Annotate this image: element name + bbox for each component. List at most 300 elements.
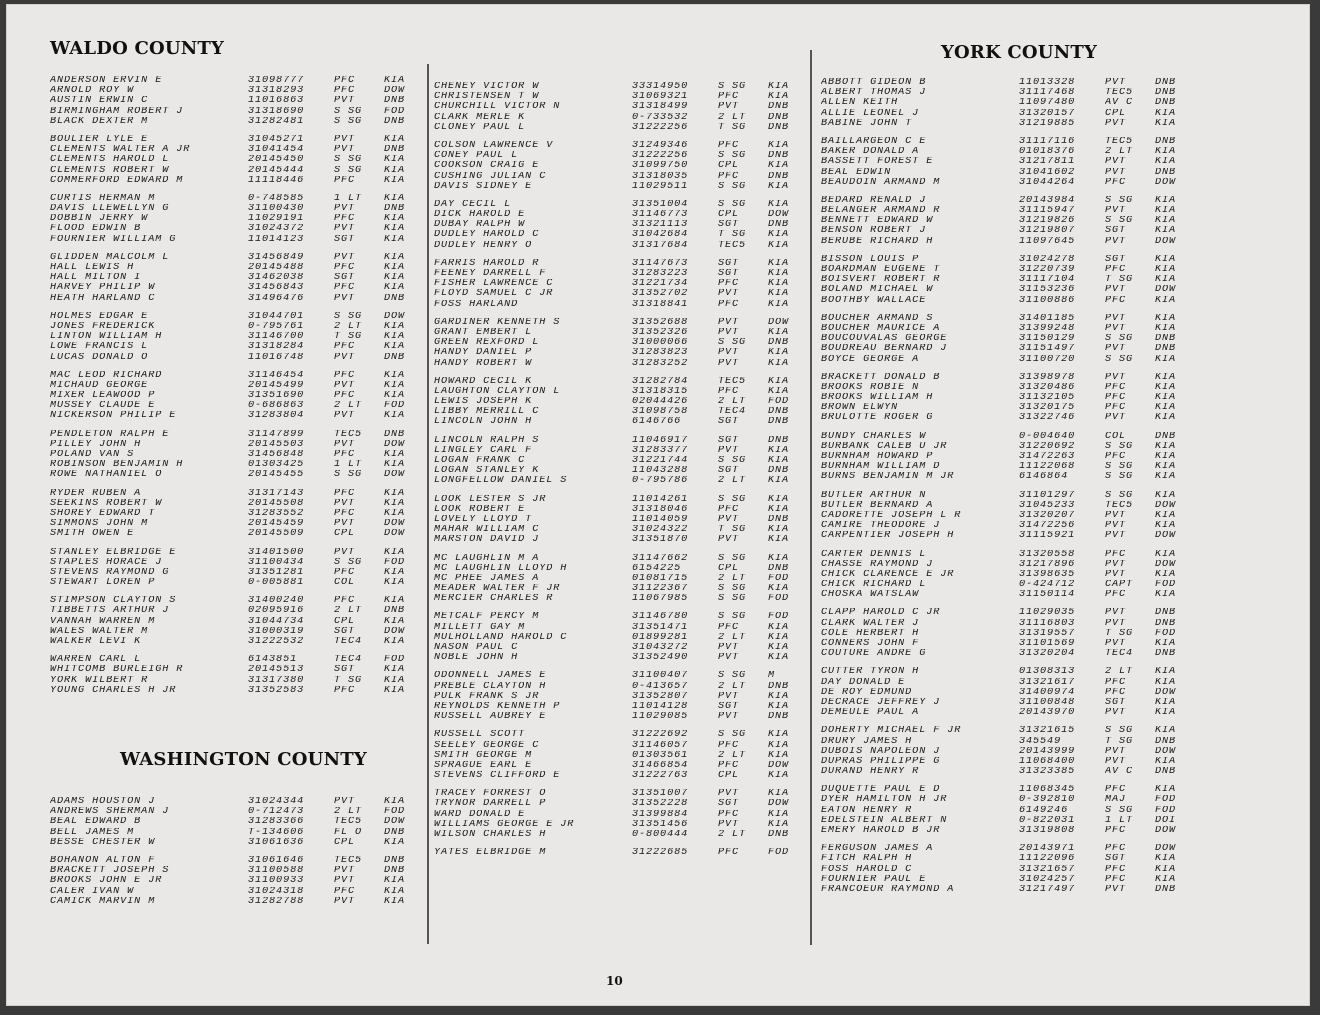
roster-group [821, 726, 1195, 777]
roster-group [821, 373, 1195, 424]
status-cell: KIA [768, 789, 790, 800]
rank-cell: PVT [1105, 608, 1127, 619]
serial-cell: 31044701 [248, 311, 305, 322]
name-cell: DECRACE JEFFREY J [821, 697, 941, 708]
status-cell: KIA [384, 321, 406, 332]
rank-cell: PVT [1105, 559, 1127, 570]
rank-cell: T SG [718, 525, 747, 536]
name-cell: BEAL EDWARD B [50, 817, 142, 828]
roster-row [434, 505, 808, 515]
status-cell: KIA [384, 380, 406, 391]
roster-row [821, 88, 1195, 98]
serial-cell: 31472256 [1019, 521, 1076, 532]
rank-cell: 1 LT [334, 193, 363, 204]
rank-cell: PVT [1105, 746, 1127, 757]
status-cell: KIA [768, 258, 790, 269]
waldo-roster-continued [434, 82, 808, 866]
roster-row [821, 560, 1195, 570]
roster-row [50, 76, 424, 86]
rank-cell: TEC5 [718, 376, 747, 387]
serial-cell: 31100434 [248, 557, 305, 568]
rank-cell: AV C [1105, 98, 1134, 109]
roster-row [821, 178, 1195, 188]
status-cell: KIA [384, 165, 406, 176]
roster-row [821, 854, 1195, 864]
name-cell: YOUNG CHARLES H JR [50, 685, 177, 696]
name-cell: LINCOLN JOHN H [434, 417, 533, 428]
serial-cell: 31352490 [632, 653, 689, 664]
name-cell: BERUBE RICHARD H [821, 236, 934, 247]
rank-cell: PVT [718, 358, 740, 369]
name-cell: PENDLETON RALPH E [50, 429, 170, 440]
roster-group [50, 856, 424, 907]
serial-cell: 33314950 [632, 82, 689, 92]
name-cell: BURNHAM HOWARD P [821, 452, 934, 462]
rank-cell: S SG [718, 671, 747, 682]
status-cell: KIA [1155, 118, 1177, 129]
roster-row [821, 629, 1195, 639]
roster-group [821, 314, 1195, 365]
rank-cell: PVT [1105, 708, 1127, 719]
roster-row [434, 161, 808, 171]
roster-group [821, 196, 1195, 247]
name-cell: MAC LEOD RICHARD [50, 370, 163, 381]
middle-column [434, 4, 819, 994]
serial-cell: 31042684 [632, 230, 689, 241]
rank-cell: T SG [718, 230, 747, 241]
roster-group [434, 82, 808, 133]
status-cell: KIA [384, 675, 406, 686]
roster-row [821, 501, 1195, 511]
serial-cell: 31115921 [1019, 531, 1076, 542]
serial-cell: 31024318 [248, 886, 305, 897]
status-cell: DNB [1155, 167, 1177, 178]
rank-cell: S SG [1105, 354, 1134, 365]
status-cell: KIA [1155, 490, 1177, 501]
status-cell: KIA [1155, 372, 1177, 383]
serial-cell: 31153236 [1019, 285, 1076, 296]
roster-group [821, 78, 1195, 129]
serial-cell: 31318690 [248, 106, 305, 117]
name-cell: WALES WALTER M [50, 626, 149, 637]
roster-group [821, 432, 1195, 483]
roster-row [821, 785, 1195, 795]
roster-row [50, 440, 424, 450]
status-cell: DOW [384, 529, 406, 540]
serial-cell: 31099750 [632, 161, 689, 172]
name-cell: VANNAH WARREN M [50, 616, 156, 627]
serial-cell: 31318315 [632, 386, 689, 397]
serial-cell: 0-822031 [1019, 815, 1076, 826]
roster-row [434, 525, 808, 535]
roster-row [434, 476, 808, 486]
roster-row [821, 619, 1195, 629]
serial-cell: 31146057 [632, 740, 689, 751]
rank-cell: PVT [718, 653, 740, 664]
status-cell: FOD [768, 612, 790, 623]
name-cell: DUDLEY HAROLD C [434, 230, 540, 241]
status-cell: DNB [1155, 608, 1177, 619]
serial-cell: 11068345 [1019, 785, 1076, 796]
name-cell: BUTLER BERNARD A [821, 500, 934, 511]
roster-row [434, 799, 808, 809]
name-cell: FOURNIER WILLIAM G [50, 234, 177, 245]
serial-cell: 31352228 [632, 799, 689, 810]
rank-cell: TEC5 [334, 817, 363, 828]
status-cell: DNB [1155, 78, 1177, 88]
status-cell: KIA [384, 685, 406, 696]
status-cell: DNB [384, 429, 406, 440]
status-cell: DNB [768, 171, 790, 182]
serial-cell: 31318046 [632, 504, 689, 515]
roster-row [821, 373, 1195, 383]
rank-cell: PFC [718, 622, 740, 633]
status-cell: KIA [384, 283, 406, 294]
serial-cell: 31024344 [248, 797, 305, 807]
serial-cell: 31320204 [1019, 649, 1076, 660]
status-cell: KIA [768, 279, 790, 290]
status-cell: DNB [384, 866, 406, 877]
name-cell: WHITCOMB BURLEIGH R [50, 665, 184, 676]
roster-group [50, 371, 424, 422]
name-cell: CHENEY VICTOR W [434, 82, 540, 92]
name-cell: BENSON ROBERT J [821, 226, 927, 237]
serial-cell: 31024372 [248, 224, 305, 235]
status-cell: DNB [768, 712, 790, 723]
rank-cell: CPL [334, 616, 356, 627]
roster-row [50, 499, 424, 509]
roster-row [434, 712, 808, 722]
serial-cell: 31351870 [632, 535, 689, 546]
status-cell: KIA [1155, 472, 1177, 483]
rank-cell: S SG [718, 82, 747, 92]
serial-cell: 31147899 [248, 429, 305, 440]
roster-row [50, 312, 424, 322]
serial-cell: 31146700 [248, 332, 305, 343]
serial-cell: 31472263 [1019, 452, 1076, 462]
status-cell: KIA [1155, 147, 1177, 158]
status-cell: DNB [384, 116, 406, 127]
rank-cell: PFC [1105, 864, 1127, 875]
rank-cell: SGT [718, 701, 740, 712]
roster-row [821, 649, 1195, 659]
serial-cell: 31101297 [1019, 490, 1076, 501]
roster-group [50, 135, 424, 186]
status-cell: DOW [1155, 177, 1177, 188]
roster-row [434, 633, 808, 643]
rank-cell: PVT [718, 691, 740, 702]
name-cell: SPRAGUE EARL E [434, 760, 533, 771]
roster-row [50, 155, 424, 165]
rank-cell: S SG [1105, 334, 1134, 345]
status-cell: KIA [1155, 874, 1177, 885]
rank-cell: CPL [334, 837, 356, 848]
name-cell: BASSETT FOREST E [821, 157, 934, 168]
roster-row [50, 460, 424, 470]
status-cell: KIA [1155, 854, 1177, 865]
status-cell: DOW [1155, 687, 1177, 698]
roster-row [50, 558, 424, 568]
name-cell: NOBLE JOHN H [434, 653, 519, 664]
rank-cell: PFC [718, 140, 740, 151]
serial-cell: 31462038 [248, 273, 305, 284]
roster-row [821, 737, 1195, 747]
name-cell: DUDLEY HENRY O [434, 240, 533, 251]
serial-cell: 31320558 [1019, 549, 1076, 560]
name-cell: CLONEY PAUL L [434, 122, 526, 133]
rank-cell: S SG [334, 155, 363, 166]
serial-cell: 31061636 [248, 837, 305, 848]
name-cell: ANDREWS SHERMAN J [50, 807, 170, 818]
name-cell: CLEMENTS WALTER A JR [50, 145, 191, 156]
name-cell: DICK HAROLD E [434, 210, 526, 221]
roster-row [821, 865, 1195, 875]
serial-cell: 31398635 [1019, 569, 1076, 580]
roster-row [434, 623, 808, 633]
roster-row [434, 151, 808, 161]
status-cell: FOD [768, 848, 790, 859]
status-cell: FOD [768, 594, 790, 605]
serial-cell: 31283252 [632, 358, 689, 369]
status-cell: KIA [768, 622, 790, 633]
status-cell: KIA [768, 181, 790, 192]
status-cell: KIA [384, 370, 406, 381]
rank-cell: PFC [1105, 265, 1127, 275]
serial-cell: 0-800444 [632, 830, 689, 840]
roster-row [821, 206, 1195, 216]
status-cell: KIA [384, 637, 406, 647]
washington-county-heading: WASHINGTON COUNTY [120, 749, 367, 770]
name-cell: BLACK DEXTER M [50, 116, 149, 127]
status-cell: KIA [1155, 785, 1177, 796]
roster-row [821, 570, 1195, 580]
roster-row [50, 655, 424, 665]
roster-group [50, 253, 424, 304]
name-cell: LIBBY MERRILL C [434, 407, 540, 418]
name-cell: LINCOLN RALPH S [434, 435, 540, 446]
rank-cell: PVT [1105, 618, 1127, 629]
roster-row [434, 359, 808, 369]
serial-cell: 31318293 [248, 86, 305, 97]
roster-row [50, 807, 424, 817]
serial-cell: 31041602 [1019, 167, 1076, 178]
rank-cell: PVT [1105, 413, 1127, 424]
roster-row [821, 667, 1195, 677]
rank-cell: T SG [1105, 736, 1134, 747]
serial-cell: 31100407 [632, 671, 689, 682]
serial-cell: 11029511 [632, 181, 689, 192]
serial-cell: 20145499 [248, 380, 305, 391]
roster-row [50, 96, 424, 106]
roster-row [821, 708, 1195, 718]
roster-row [434, 289, 808, 299]
roster-group [821, 137, 1195, 188]
status-cell: KIA [1155, 313, 1177, 324]
rank-cell: PVT [1105, 756, 1127, 767]
status-cell: KIA [1155, 195, 1177, 206]
status-cell: DOW [1155, 500, 1177, 511]
roster-row [434, 594, 808, 604]
serial-cell: 31222692 [632, 730, 689, 741]
status-cell: DOW [384, 311, 406, 322]
rank-cell: SGT [718, 417, 740, 428]
name-cell: LOVELY LLOYD T [434, 514, 533, 525]
status-cell: DNB [1155, 618, 1177, 629]
roster-group [50, 489, 424, 540]
serial-cell: 31217497 [1019, 884, 1076, 895]
rank-cell: TEC5 [1105, 500, 1134, 511]
roster-group [821, 255, 1195, 306]
status-cell: KIA [384, 596, 406, 607]
serial-cell: 02044426 [632, 397, 689, 408]
roster-row [821, 393, 1195, 403]
serial-cell: 20143984 [1019, 195, 1076, 206]
name-cell: WARD DONALD E [434, 809, 526, 820]
serial-cell: 11067985 [632, 594, 689, 605]
serial-cell: 11029035 [1019, 608, 1076, 619]
roster-row [434, 564, 808, 574]
status-cell: DOI [1155, 815, 1177, 826]
rank-cell: PFC [1105, 677, 1127, 688]
rank-cell: PFC [334, 342, 356, 353]
status-cell: DNB [1155, 767, 1177, 778]
status-cell: KIA [384, 175, 406, 186]
rank-cell: PVT [1105, 639, 1127, 649]
rank-cell: PVT [718, 789, 740, 800]
serial-cell: 31151497 [1019, 344, 1076, 355]
name-cell: BOULIER LYLE E [50, 134, 149, 145]
roster-row [50, 371, 424, 381]
rank-cell: PVT [1105, 323, 1127, 334]
rank-cell: PFC [334, 263, 356, 273]
serial-cell: 31283804 [248, 411, 305, 422]
name-cell: STEVENS CLIFFORD E [434, 771, 561, 782]
serial-cell: 11046917 [632, 435, 689, 446]
status-cell: KIA [384, 263, 406, 273]
name-cell: MIXER LEAWOOD P [50, 391, 156, 402]
status-cell: DNB [1155, 88, 1177, 99]
rank-cell: SGT [1105, 697, 1127, 708]
status-cell: KIA [768, 299, 790, 310]
status-cell: DNB [1155, 884, 1177, 895]
rank-cell: 2 LT [334, 401, 363, 412]
roster-row [821, 355, 1195, 365]
rank-cell: 1 LT [334, 460, 363, 471]
rank-cell: PFC [1105, 785, 1127, 796]
name-cell: LOGAN STANLEY K [434, 466, 540, 477]
name-cell: CAMIRE THEODORE J [821, 521, 941, 532]
roster-row [50, 332, 424, 342]
status-cell: KIA [384, 273, 406, 284]
roster-row [434, 751, 808, 761]
roster-group [821, 667, 1195, 718]
rank-cell: TEC4 [1105, 649, 1134, 660]
roster-row [434, 771, 808, 781]
serial-cell: 31222256 [632, 122, 689, 133]
roster-row [434, 671, 808, 681]
name-cell: RUSSELL AUBREY E [434, 712, 547, 723]
name-cell: DUQUETTE PAUL E D [821, 785, 941, 796]
roster-row [50, 676, 424, 686]
status-cell: KIA [1155, 382, 1177, 393]
serial-cell: 31398978 [1019, 372, 1076, 383]
name-cell: DAY DONALD E [821, 677, 906, 688]
roster-row [821, 98, 1195, 108]
rank-cell: SGT [718, 258, 740, 269]
roster-row [50, 107, 424, 117]
status-cell: KIA [768, 386, 790, 397]
name-cell: DAVIS SIDNEY E [434, 181, 533, 192]
status-cell: KIA [384, 567, 406, 578]
rank-cell: S SG [718, 199, 747, 210]
roster-group [434, 436, 808, 487]
status-cell: DNB [768, 151, 790, 162]
roster-row [821, 580, 1195, 590]
rank-cell: S SG [718, 594, 747, 605]
roster-row [821, 226, 1195, 236]
name-cell: BEAL EDWIN [821, 167, 892, 178]
serial-cell: 6154225 [632, 563, 682, 574]
status-cell: KIA [1155, 639, 1177, 649]
serial-cell: 01899281 [632, 632, 689, 643]
serial-cell: 31352702 [632, 289, 689, 300]
rank-cell: PFC [334, 175, 356, 186]
name-cell: HANDY ROBERT W [434, 358, 533, 369]
rank-cell: 2 LT [718, 476, 747, 487]
serial-cell: 31219885 [1019, 118, 1076, 129]
roster-row [434, 436, 808, 446]
rank-cell: PVT [1105, 344, 1127, 355]
serial-cell: 31283223 [632, 269, 689, 279]
status-cell: KIA [384, 665, 406, 676]
roster-row [434, 761, 808, 771]
roster-row [50, 235, 424, 245]
rank-cell: PFC [1105, 549, 1127, 560]
roster-row [50, 322, 424, 332]
serial-cell: 31219826 [1019, 216, 1076, 227]
roster-row [434, 338, 808, 348]
name-cell: MEADER WALTER F JR [434, 584, 561, 595]
serial-cell: 31320207 [1019, 510, 1076, 521]
name-cell: CLEMENTS ROBERT W [50, 165, 170, 176]
name-cell: STAPLES HORACE J [50, 557, 163, 568]
status-cell: KIA [768, 230, 790, 241]
serial-cell: 11097480 [1019, 98, 1076, 109]
status-cell: DNB [1155, 98, 1177, 109]
roster-row [821, 216, 1195, 226]
roster-row [434, 279, 808, 289]
name-cell: SMITH OWEN E [50, 529, 135, 540]
name-cell: BABINE JOHN T [821, 118, 913, 129]
status-cell: DOW [768, 210, 790, 221]
serial-cell: 0-413657 [632, 681, 689, 692]
name-cell: MC PHEE JAMES A [434, 573, 540, 584]
serial-cell: 31117468 [1019, 88, 1076, 99]
name-cell: CLARK MERLE K [434, 112, 526, 123]
roster-row [50, 166, 424, 176]
status-cell: KIA [1155, 667, 1177, 678]
status-cell: FOD [768, 397, 790, 408]
rank-cell: PFC [718, 92, 740, 103]
serial-cell: 31221744 [632, 456, 689, 466]
name-cell: DEMEULE PAUL A [821, 708, 920, 719]
serial-cell: 31322746 [1019, 413, 1076, 424]
roster-row [434, 328, 808, 338]
name-cell: BOARDMAN EUGENE T [821, 265, 941, 275]
serial-cell: 31100588 [248, 866, 305, 877]
serial-cell: 31100886 [1019, 295, 1076, 306]
rank-cell: PVT [718, 102, 740, 113]
